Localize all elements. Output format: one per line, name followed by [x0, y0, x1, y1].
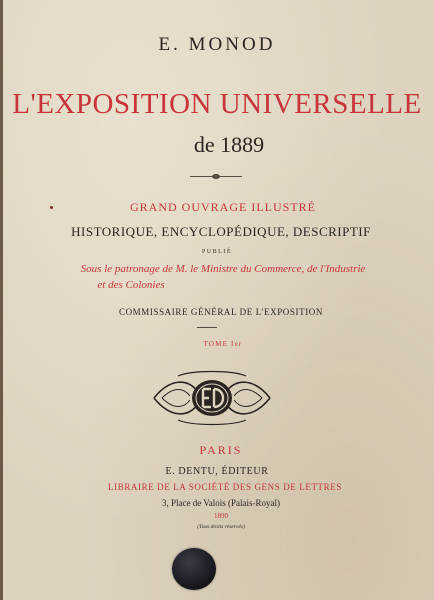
- short-rule: [197, 327, 217, 328]
- publisher-address: 3, Place de Valois (Palais-Royal): [161, 498, 281, 508]
- commissaire-line: COMMISSAIRE GÉNÉRAL DE L'EXPOSITION: [118, 307, 324, 317]
- publication-year: 1890: [214, 512, 228, 520]
- patronage-line-1: Sous le patronage de M. le Ministre du Commerce, de l'Industrie: [80, 263, 366, 275]
- tome-label: TOME Ier: [203, 340, 243, 348]
- publie-label: PUBLIÉ: [202, 249, 232, 255]
- library-stamp-icon: [172, 548, 216, 590]
- book-title: L'EXPOSITION UNIVERSELLE: [12, 88, 422, 120]
- subtitle-description: HISTORIQUE, ENCYCLOPÉDIQUE, DESCRIPTIF: [71, 224, 371, 239]
- publisher-city: PARIS: [199, 443, 243, 457]
- publisher-name: E. DENTU, ÉDITEUR: [165, 466, 269, 477]
- patronage-line-2: et des Colonies: [97, 279, 165, 291]
- title-year: de 1889: [193, 132, 265, 157]
- subtitle: GRAND OUVRAGE ILLUSTRÉ: [130, 200, 316, 214]
- author: E. MONOD: [158, 34, 276, 55]
- divider-ornament: [190, 174, 242, 180]
- publisher-librairie: LIBRAIRE DE LA SOCIÉTÉ DES GENS DE LETTRES: [108, 482, 342, 492]
- ed-monogram-icon: [148, 368, 276, 428]
- rights-notice: (Tous droits réservés): [197, 524, 245, 530]
